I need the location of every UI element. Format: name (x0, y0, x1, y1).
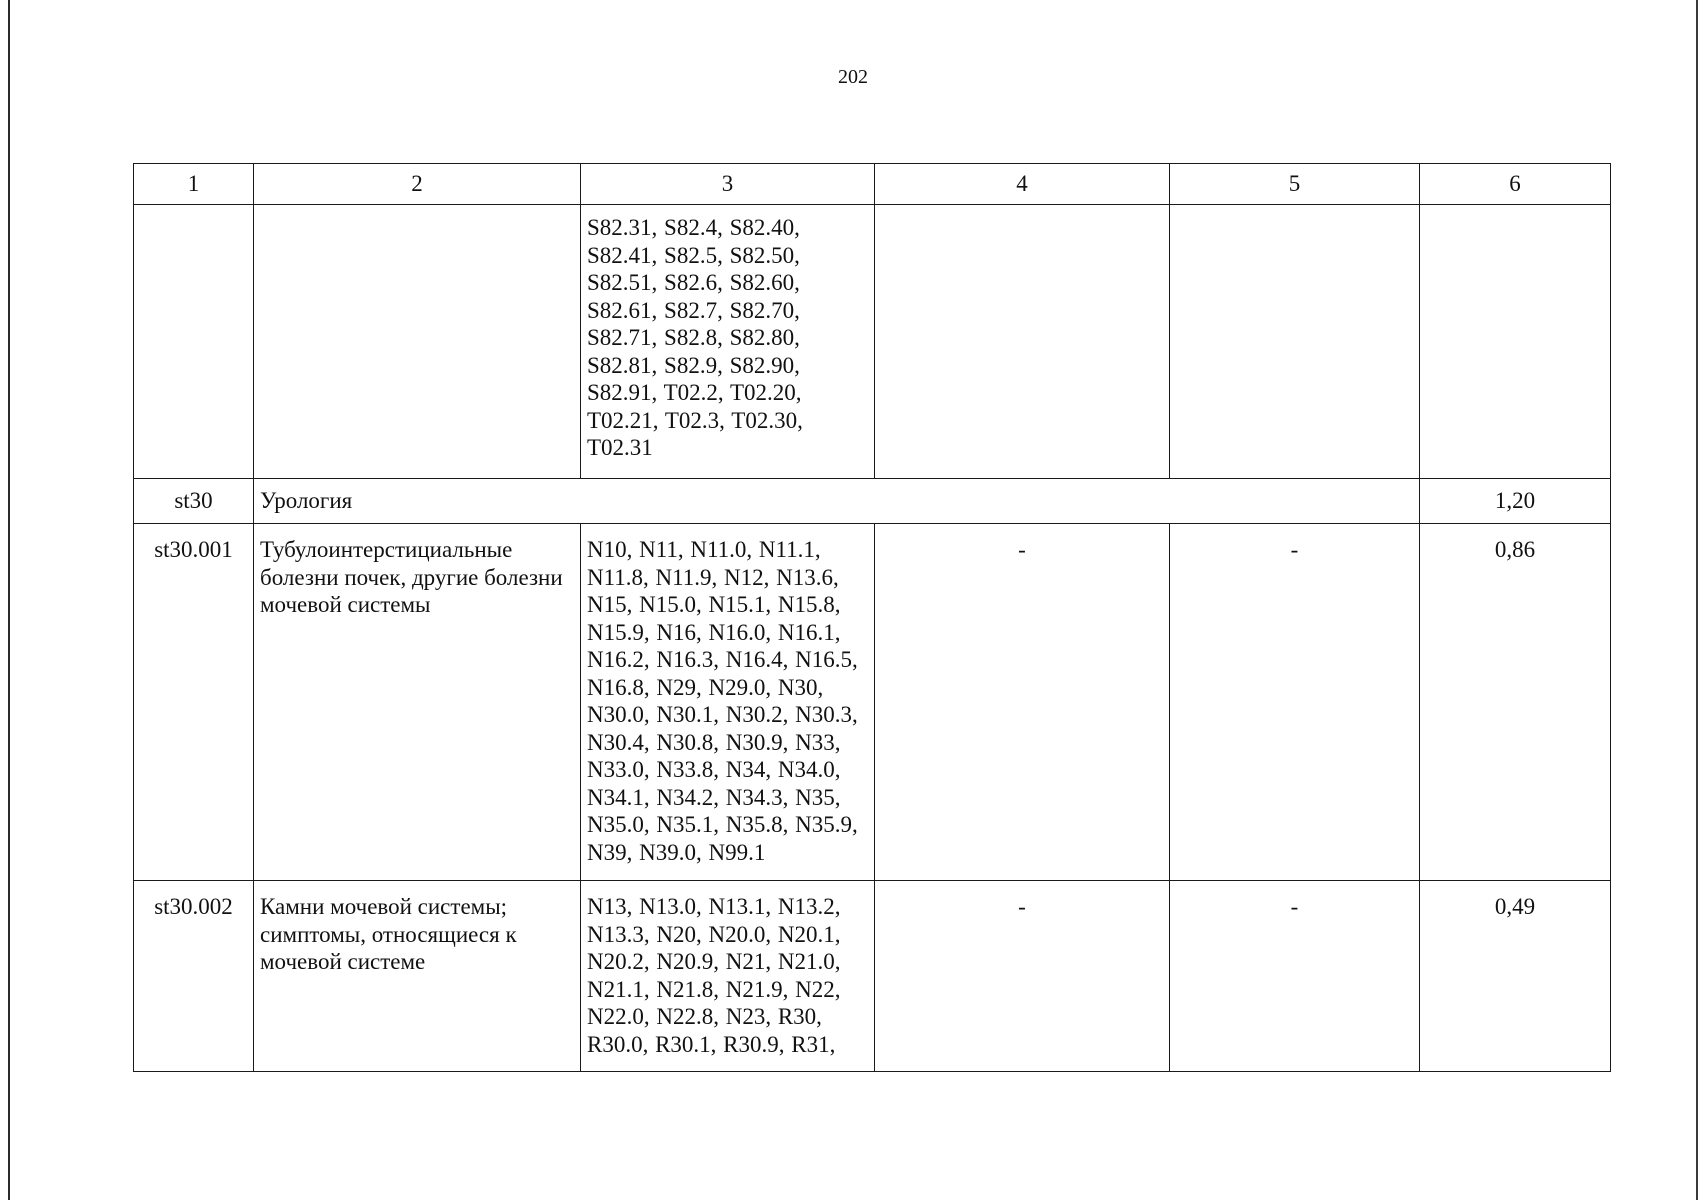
column-header-6: 6 (1420, 164, 1611, 205)
row-code: st30.001 (134, 524, 254, 881)
row-icd-codes: S82.31, S82.4, S82.40, S82.41, S82.5, S82.50, S82.51, S82.6, S82.60, S82.61, S82.7, S82.70, S82.71, S82.8, S82.80, S82.81, S82.9, S82.90, S82.91, T02.2, T02.20, T02.21, T02.3, T02.30, T02.31 (581, 205, 875, 479)
row-name: Камни мочевой системы; симптомы, относящиеся к мочевой системе (254, 881, 581, 1072)
row-coefficient (1420, 205, 1611, 479)
table-row-section (134, 479, 1611, 524)
table-row (134, 881, 1611, 1072)
row-name (254, 205, 581, 479)
table-row-continuation (134, 205, 1611, 479)
row-col5: - (1170, 881, 1420, 1072)
row-icd-codes: N10, N11, N11.0, N11.1, N11.8, N11.9, N12, N13.6, N15, N15.0, N15.1, N15.8, N15.9, N16, N16.0, N16.1, N16.2, N16.3, N16.4, N16.5, N16.8, N29, N29.0, N30, N30.0, N30.1, N30.2, N30.3, N30.4, N30.8, N30.9, N33, N33.0, N33.8, N34, N34.0, N34.1, N34.2, N34.3, N35, N35.0, N35.1, N35.8, N35.9, N39, N39.0, N99.1 (581, 524, 875, 881)
section-name: Урология (254, 479, 1420, 524)
column-header-5: 5 (1170, 164, 1420, 205)
column-header-1: 1 (134, 164, 254, 205)
row-name: Тубулоинтерстициальные болезни почек, другие болезни мочевой системы (254, 524, 581, 881)
row-code (134, 205, 254, 479)
row-col4: - (875, 881, 1170, 1072)
column-header-3: 3 (581, 164, 875, 205)
table-header-row (134, 164, 1611, 205)
row-col4: - (875, 524, 1170, 881)
row-col4 (875, 205, 1170, 479)
row-col5 (1170, 205, 1420, 479)
ksg-table (133, 163, 1611, 1072)
page-number: 202 (838, 66, 868, 88)
section-code: st30 (134, 479, 254, 524)
scan-edge-left (8, 0, 10, 1200)
table-row (134, 524, 1611, 881)
column-header-2: 2 (254, 164, 581, 205)
section-coefficient: 1,20 (1420, 479, 1611, 524)
row-coefficient: 0,86 (1420, 524, 1611, 881)
row-col5: - (1170, 524, 1420, 881)
row-coefficient: 0,49 (1420, 881, 1611, 1072)
scan-edge-right (1696, 0, 1698, 1200)
column-header-4: 4 (875, 164, 1170, 205)
row-code: st30.002 (134, 881, 254, 1072)
row-icd-codes: N13, N13.0, N13.1, N13.2, N13.3, N20, N20.0, N20.1, N20.2, N20.9, N21, N21.0, N21.1, N21.8, N21.9, N22, N22.0, N22.8, N23, R30, R30.0, R30.1, R30.9, R31, (581, 881, 875, 1072)
